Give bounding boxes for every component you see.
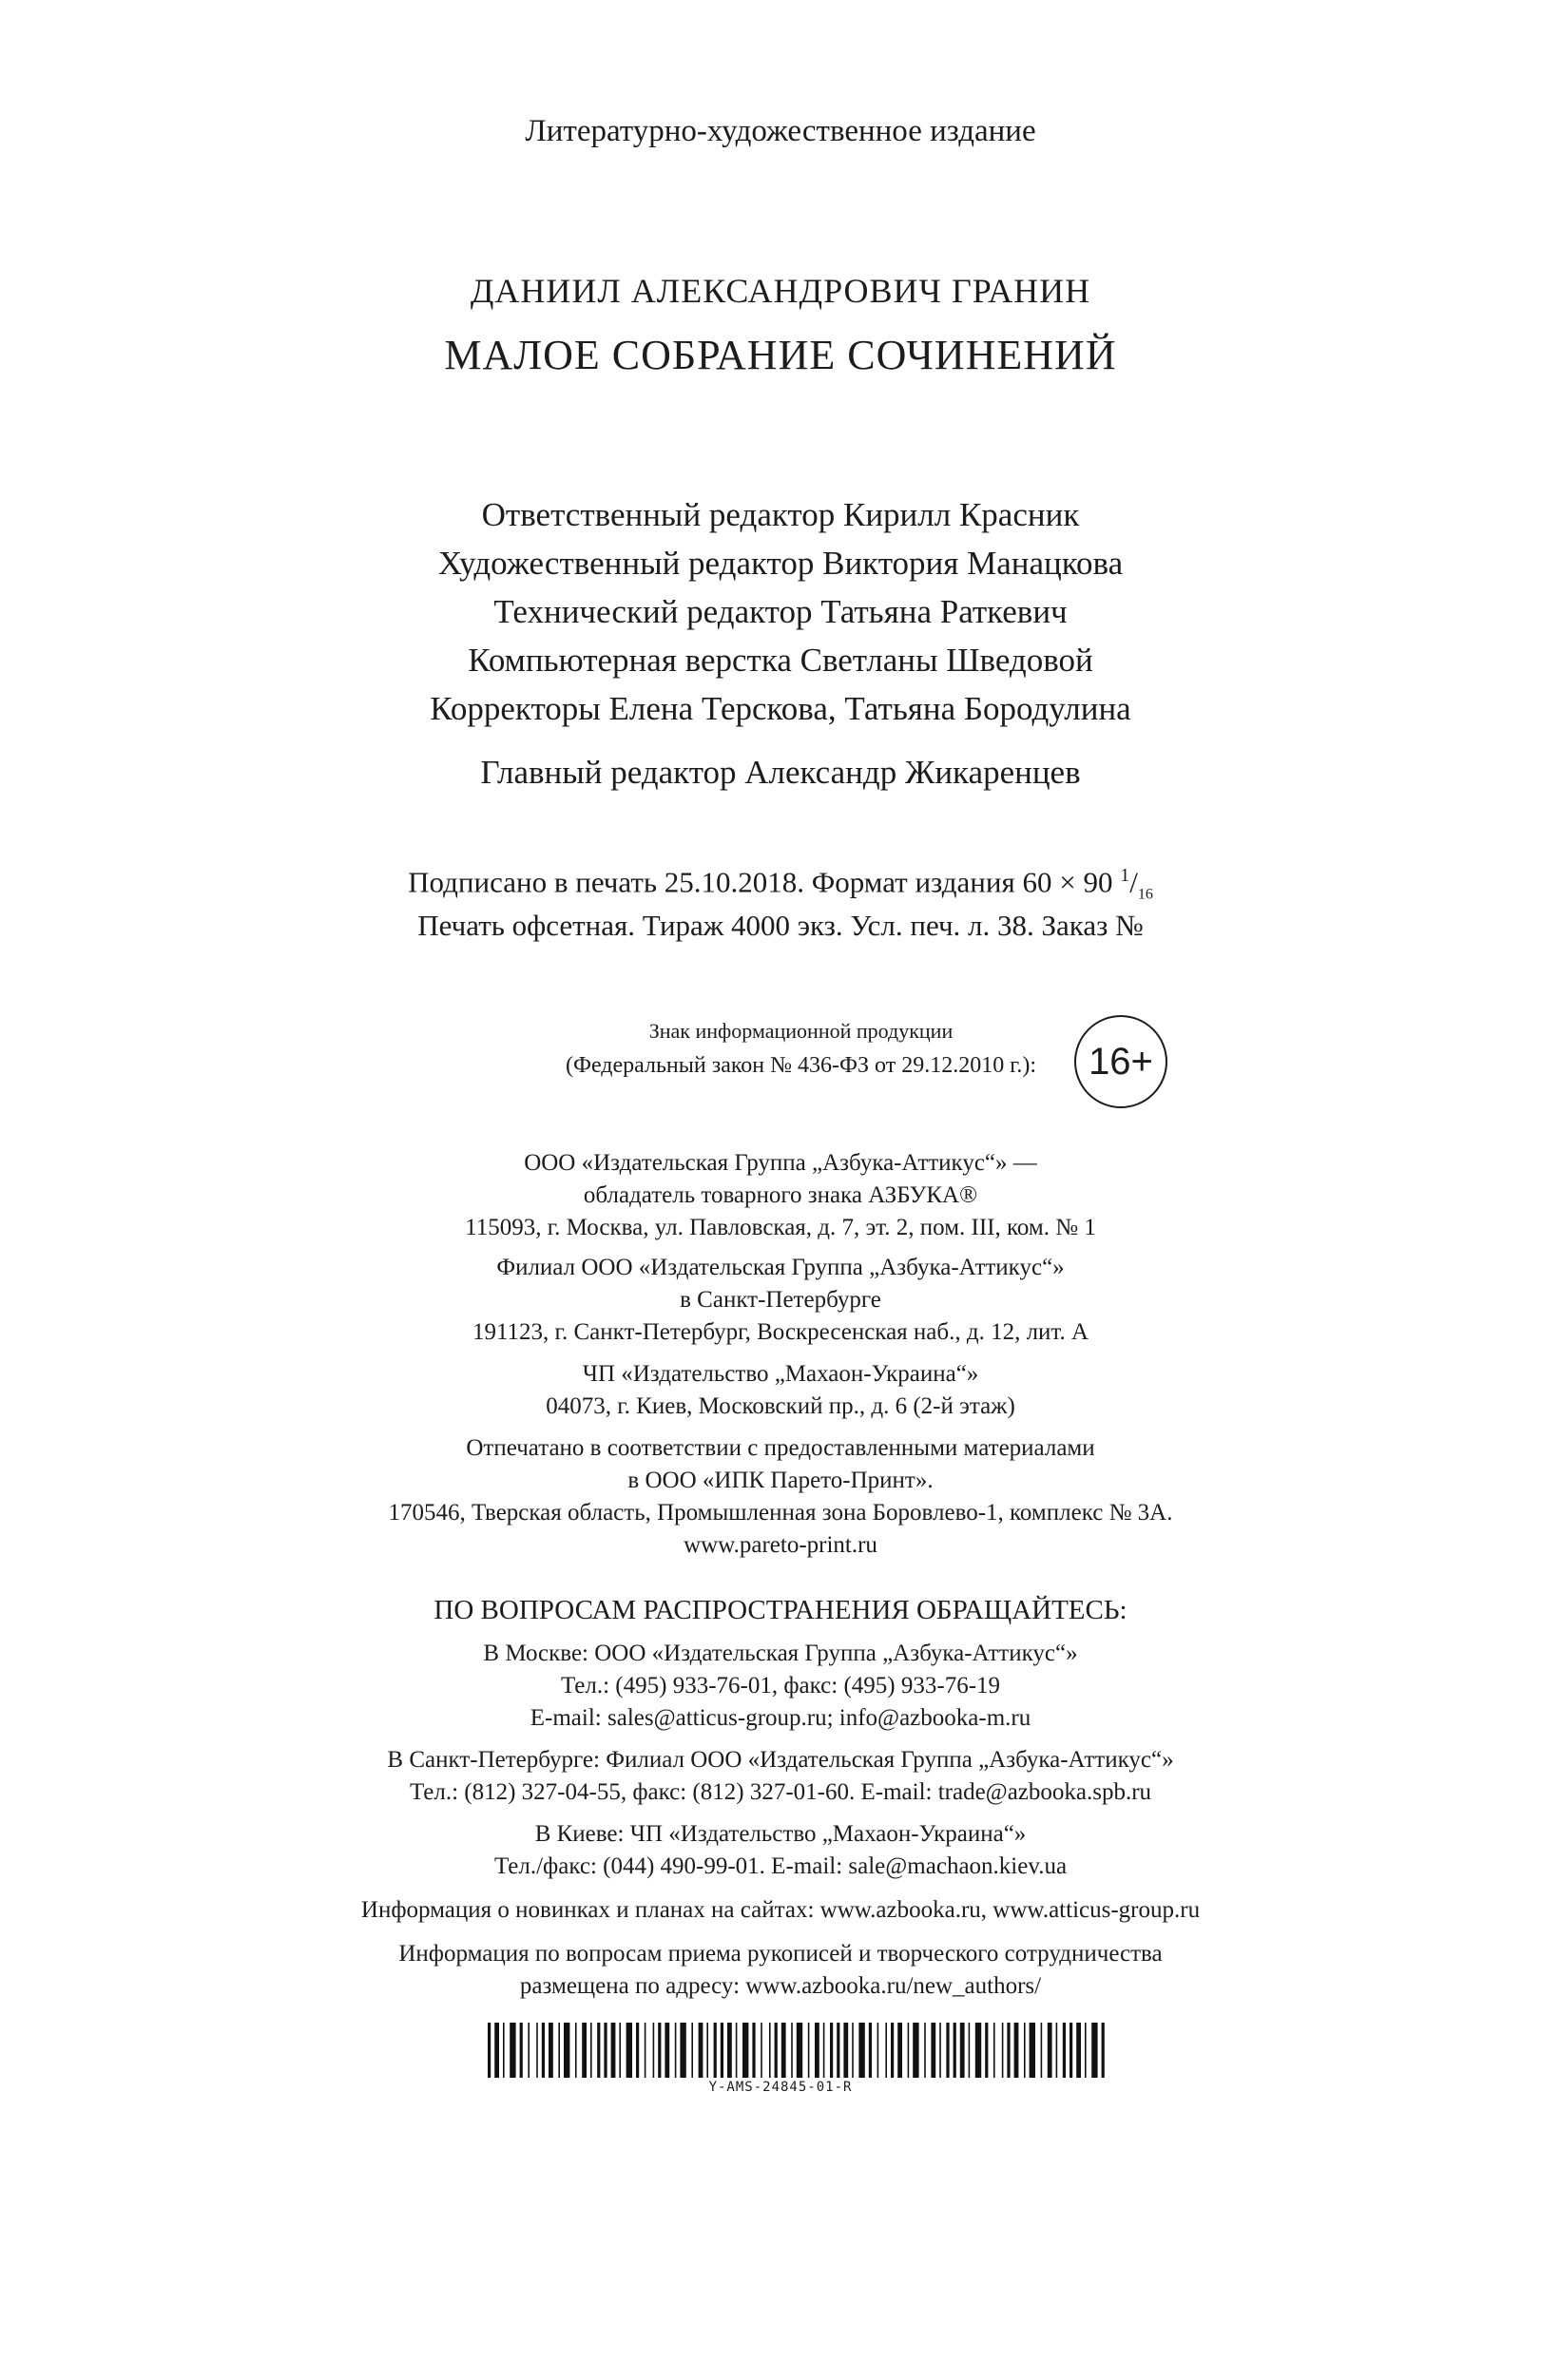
author-name: ДАНИИЛ АЛЕКСАНДРОВИЧ ГРАНИН: [470, 272, 1091, 310]
websites-line: Информация о новинках и планах на сайтах: www.azbooka.ru, www.atticus-group.ru: [360, 1897, 1201, 1923]
kiev-line: Тел./факс: (044) 490-99-01. E-mail: sale@machaon.kiev.ua: [493, 1853, 1068, 1879]
staff-line: Ответственный редактор Кирилл Красник: [481, 496, 1080, 533]
branch-line: 191123, г. Санкт-Петербург, Воскресенская наб., д. 12, лит. А: [472, 1319, 1089, 1345]
printer-line: Отпечатано в соответствии с предоставленными материалами: [466, 1435, 1095, 1461]
publisher-line: обладатель товарного знака АЗБУКА®: [583, 1182, 978, 1208]
makhaon-line: ЧП «Издательство „Махаон-Украина“»: [582, 1361, 979, 1387]
print-info-text: Подписано в печать 25.10.2018. Формат издания 60 × 90: [408, 865, 1113, 899]
printer-url: www.pareto-print.ru: [684, 1532, 877, 1558]
spb-line: Тел.: (812) 327-04-55, факс: (812) 327-01-60. E-mail: trade@azbooka.spb.ru: [409, 1779, 1152, 1805]
branch-line: Филиал ООО «Издательская Группа „Азбука-Аттикус“»: [496, 1255, 1065, 1280]
staff-line: Технический редактор Татьяна Раткевич: [493, 593, 1068, 630]
chief-editor: Главный редактор Александр Жикаренцев: [480, 754, 1081, 791]
publisher-line: 115093, г. Москва, ул. Павловская, д. 7, эт. 2, пом. III, ком. № 1: [465, 1215, 1096, 1240]
moscow-line: E-mail: sales@atticus-group.ru; info@azbooka-m.ru: [530, 1705, 1031, 1731]
publisher-line: ООО «Издательская Группа „Азбука-Аттикус“» —: [524, 1150, 1037, 1176]
format-numerator: 1: [1120, 865, 1130, 886]
manuscripts-line: размещена по адресу: www.azbooka.ru/new_authors/: [519, 1973, 1042, 1999]
distribution-heading: ПО ВОПРОСАМ РАСПРОСТРАНЕНИЯ ОБРАЩАЙТЕСЬ:: [434, 1595, 1127, 1625]
print-info-line-2: Печать офсетная. Тираж 4000 экз. Усл. печ. л. 38. Заказ №: [417, 909, 1144, 942]
staff-line: Художественный редактор Виктория Манацкова: [437, 545, 1124, 582]
branch-line: в Санкт-Петербурге: [680, 1287, 881, 1313]
edition-type: Литературно-художественное издание: [525, 114, 1036, 148]
kiev-line: В Киеве: ЧП «Издательство „Махаон-Украина“»: [534, 1821, 1027, 1847]
format-denominator: 16: [1137, 886, 1153, 903]
makhaon-line: 04073, г. Киев, Московский пр., д. 6 (2-й этаж): [546, 1393, 1015, 1419]
barcode: [488, 2023, 1109, 2078]
age-rating-badge: 16+: [1074, 1015, 1167, 1108]
book-title: МАЛОЕ СОБРАНИЕ СОЧИНЕНИЙ: [444, 332, 1117, 378]
info-product-sign: [0, 1008, 1561, 1112]
print-info-line-1: Подписано в печать 25.10.2018. Формат издания 60 × 90 $^1/_{16}$: [408, 865, 1153, 903]
spb-line: В Санкт-Петербурге: Филиал ООО «Издательская Группа „Азбука-Аттикус“»: [387, 1747, 1174, 1773]
barcode-number: Y-AMS-24845-01-R: [708, 2080, 853, 2095]
info-sign-line-1: Знак информационной продукции: [648, 1019, 954, 1043]
printer-line: в ООО «ИПК Парето-Принт».: [627, 1468, 934, 1493]
printer-line: 170546, Тверская область, Промышленная зона Боровлево-1, комплекс № 3А.: [388, 1500, 1173, 1526]
info-sign-line-2: (Федеральный закон № 436-ФЗ от 29.12.2010 г.):: [565, 1053, 1036, 1078]
staff-line: Корректоры Елена Терскова, Татьяна Бородулина: [430, 690, 1131, 727]
manuscripts-line: Информация по вопросам приема рукописей и творческого сотрудничества: [398, 1941, 1163, 1967]
moscow-line: В Москве: ООО «Издательская Группа „Азбука-Аттикус“»: [483, 1641, 1078, 1666]
staff-line: Компьютерная верстка Светланы Шведовой: [468, 642, 1093, 679]
moscow-line: Тел.: (495) 933-76-01, факс: (495) 933-76-19: [560, 1673, 1001, 1699]
